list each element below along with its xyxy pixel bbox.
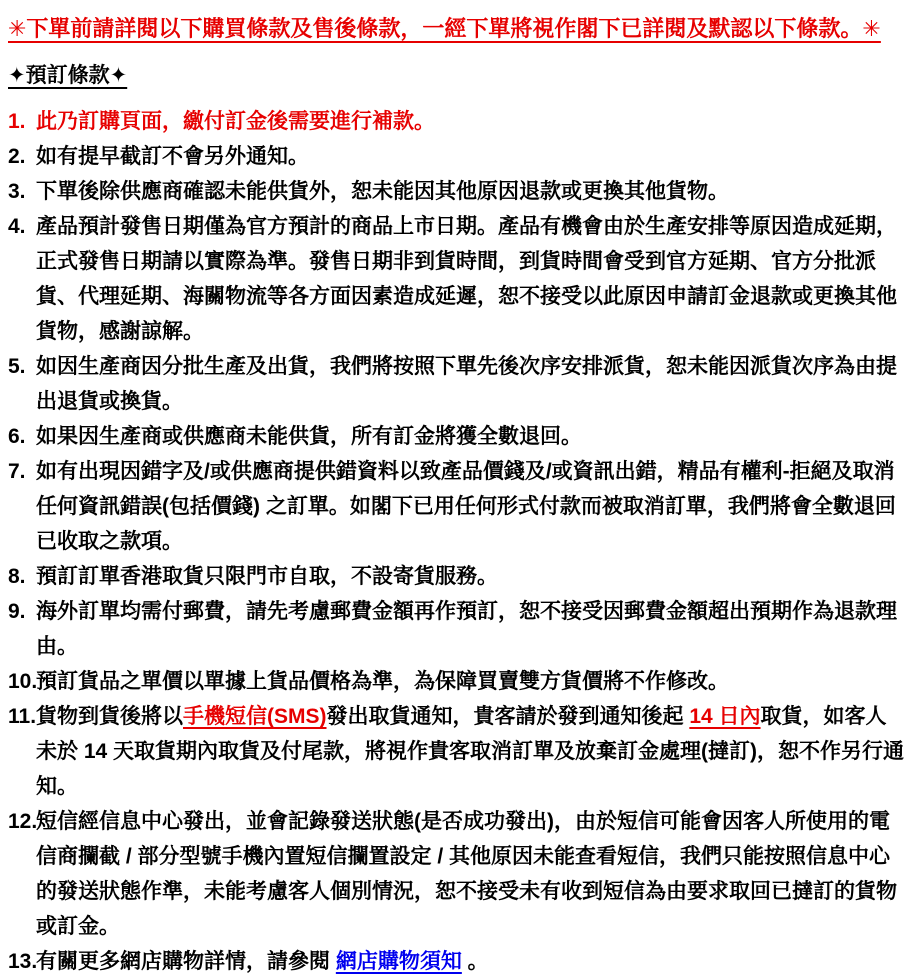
terms-text: 取貨，如客人未於 14 天取貨期內取貨及付尾款，將視作貴客取消訂單及放棄訂金處理(撻訂)，恕不作另行通知。 bbox=[36, 705, 905, 798]
terms-text: 如果因生產商或供應商未能供貨，所有訂金將獲全數退回。 bbox=[36, 425, 582, 448]
terms-text: 有關更多網店購物詳情，請參閱 bbox=[36, 950, 336, 973]
terms-text: 預訂貨品之單價以單據上貨品價格為準，為保障買賣雙方貨價將不作修改。 bbox=[36, 670, 729, 693]
shop-guide-link[interactable]: 網店購物須知 bbox=[335, 950, 462, 973]
terms-text: 下單後除供應商確認未能供貨外，恕未能因其他原因退款或更換其他貨物。 bbox=[36, 180, 729, 203]
sms-notice-emphasis: 手機短信(SMS) bbox=[183, 705, 327, 728]
terms-item bbox=[8, 349, 907, 419]
item-number: 3. bbox=[8, 180, 26, 203]
purchase-notice-header: ✳下單前請詳閱以下購買條款及售後條款，一經下單將視作閣下已詳閱及默認以下條款。✳ bbox=[8, 16, 881, 41]
terms-item bbox=[8, 104, 907, 139]
item-number: 10. bbox=[8, 670, 38, 693]
terms-text: 發出取貨通知，貴客請於發到通知後起 bbox=[326, 705, 690, 728]
terms-item bbox=[8, 419, 907, 454]
terms-text: 。 bbox=[461, 950, 489, 973]
item-number: 6. bbox=[8, 425, 26, 448]
terms-text: 如因生產商因分批生產及出貨，我們將按照下單先後次序安排派貨，恕未能因派貨次序為由提出退貨或換貨。 bbox=[36, 355, 897, 413]
terms-text: 預訂訂單香港取貨只限門市自取，不設寄貨服務。 bbox=[36, 565, 498, 588]
terms-text: 海外訂單均需付郵費，請先考慮郵費金額再作預訂，恕不接受因郵費金額超出預期作為退款理由。 bbox=[36, 600, 897, 658]
item-number: 11. bbox=[8, 705, 37, 728]
item-number: 8. bbox=[8, 565, 26, 588]
item-number: 2. bbox=[8, 145, 26, 168]
terms-item bbox=[8, 944, 907, 979]
item-number: 5. bbox=[8, 355, 26, 378]
terms-text: 短信經信息中心發出，並會記錄發送狀態(是否成功發出)，由於短信可能會因客人所使用的電信商攔截 / 部分型號手機內置短信攔置設定 / 其他原因未能查看短信，我們只能按照信息中心的發送狀態作準，未能考慮客人個別情況，恕不接受未有收到短信為由要求取回已撻訂的貨物或訂金。 bbox=[36, 810, 897, 938]
terms-item bbox=[8, 804, 907, 944]
terms-text: 產品預計發售日期僅為官方預計的商品上市日期。產品有機會由於生產安排等原因造成延期，正式發售日期請以實際為準。發售日期非到貨時間，到貨時間會受到官方延期、官方分批派貨、代理延期、海關物流等各方面因素造成延遲，恕不接受以此原因申請訂金退款或更換其他貨物，感謝諒解。 bbox=[36, 215, 897, 343]
terms-item bbox=[8, 664, 907, 699]
terms-item bbox=[8, 209, 907, 349]
terms-item bbox=[8, 139, 907, 174]
terms-text: 如有出現因錯字及/或供應商提供錯資料以致產品價錢及/或資訊出錯，精品有權利-拒絕及取消任何資訊錯誤(包括價錢) 之訂單。如閣下已用任何形式付款而被取消訂單，我們將會全數退回已收取之款項。 bbox=[36, 460, 896, 553]
item-number: 9. bbox=[8, 600, 26, 623]
item-number: 1. bbox=[8, 110, 26, 133]
terms-text: 如有提早截訂不會另外通知。 bbox=[36, 145, 309, 168]
terms-item bbox=[8, 594, 907, 664]
terms-item bbox=[8, 174, 907, 209]
terms-item bbox=[8, 454, 907, 559]
item-number: 4. bbox=[8, 215, 26, 238]
terms-text: 貨物到貨後將以 bbox=[36, 705, 183, 728]
pickup-deadline-emphasis: 14 日內 bbox=[689, 705, 761, 728]
terms-item bbox=[8, 559, 907, 594]
item-number: 12. bbox=[8, 810, 38, 833]
item-number: 7. bbox=[8, 460, 26, 483]
item-number: 13. bbox=[8, 950, 38, 973]
terms-text: 此乃訂購頁面，繳付訂金後需要進行補款。 bbox=[36, 110, 435, 133]
preorder-terms-title: ✦預訂條款✦ bbox=[8, 64, 128, 87]
terms-item bbox=[8, 699, 907, 804]
terms-list bbox=[8, 104, 907, 979]
